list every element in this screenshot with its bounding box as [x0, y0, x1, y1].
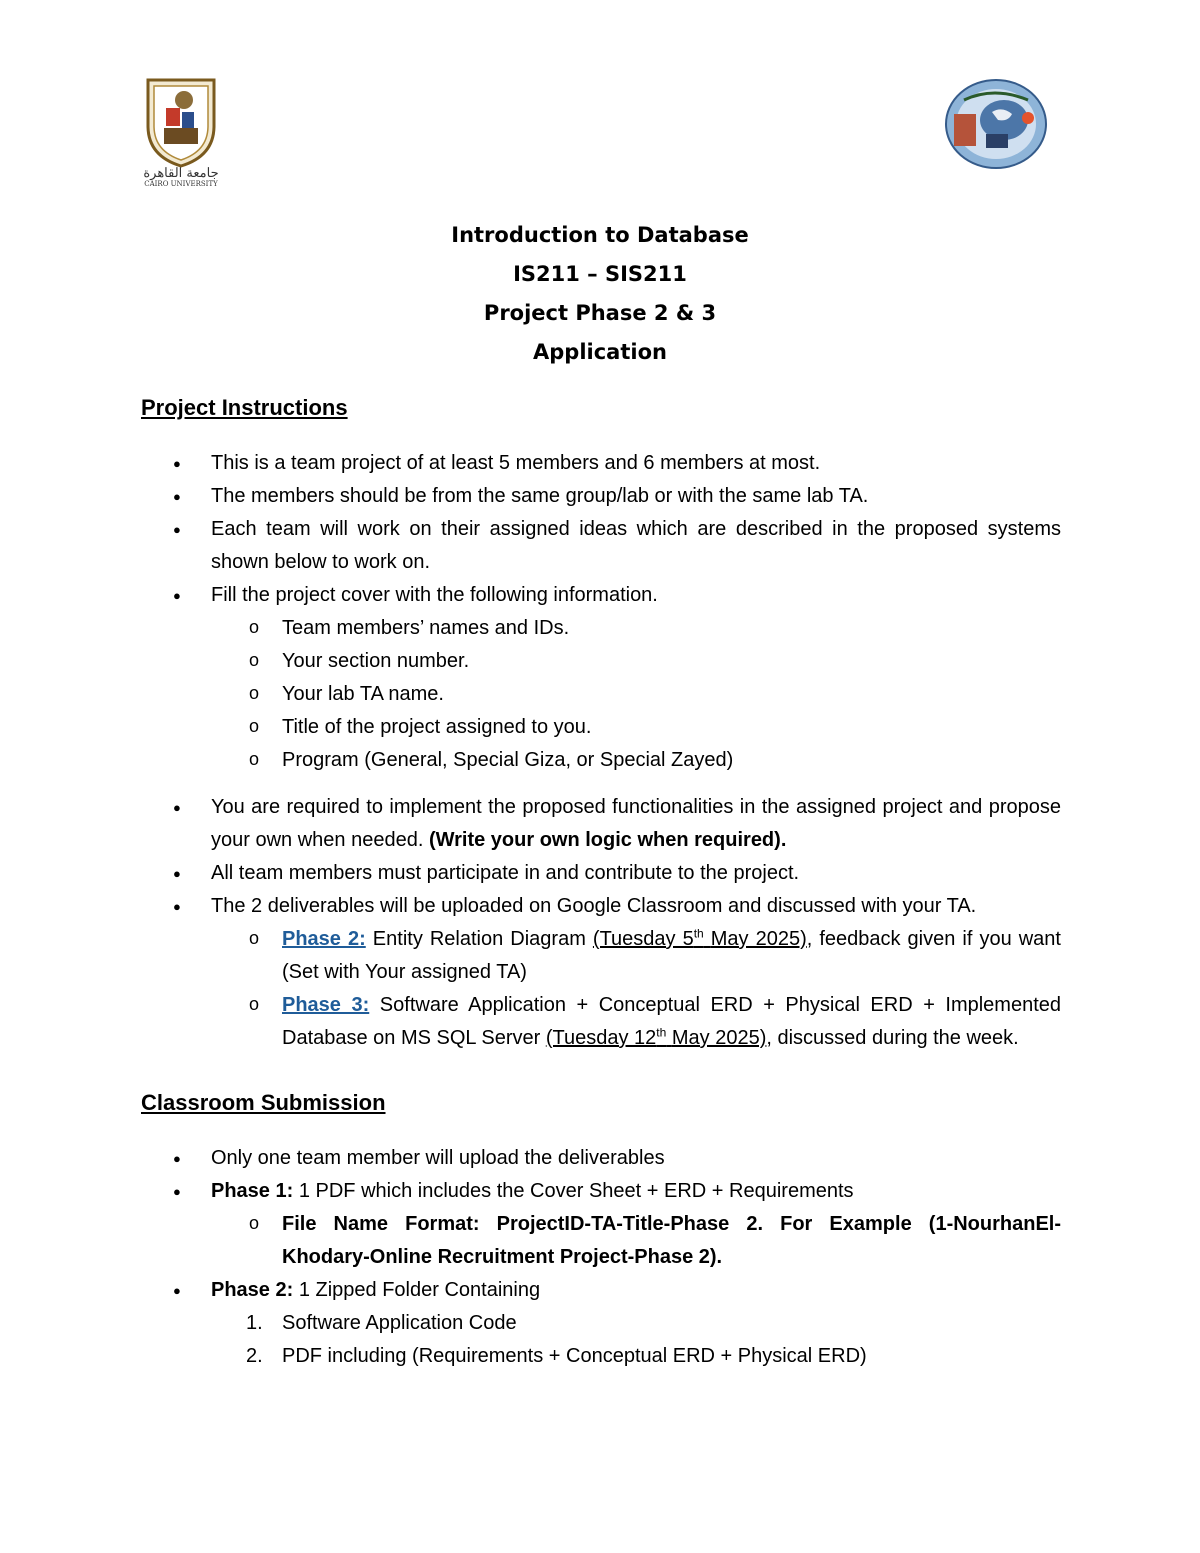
list-item	[141, 791, 1061, 857]
list-item: ● All team members must participate in and contribute to the project.	[141, 857, 1061, 890]
phase-3-text: Software Application + Conceptual ERD + Physical ERD + Implemented Database on MS SQL Server	[282, 994, 1062, 1049]
phases-list	[141, 923, 1061, 1055]
list-item: ● Only one team member will upload the deliverables	[141, 1142, 1061, 1175]
submission-heading: Classroom Submission	[141, 1090, 386, 1115]
submission-list	[141, 1142, 1061, 1208]
project-phase-title: Project Phase 2 & 3	[483, 301, 717, 325]
document-title-block	[0, 216, 1200, 372]
list-item: 2. PDF including (Requirements + Conceptual ERD + Physical ERD)	[246, 1345, 867, 1367]
crest-arabic-caption: جامعة القاهرة	[143, 166, 219, 181]
cairo-university-crest-icon	[136, 76, 226, 188]
phase-2-link[interactable]: Phase 2:	[282, 928, 366, 950]
faculty-seal-icon	[944, 78, 1048, 170]
phase-2-after: , feedback given if you want (Set with Your assigned TA)	[282, 928, 1061, 983]
list-item: o Your lab TA name.	[141, 678, 1061, 711]
instructions-heading: Project Instructions	[141, 395, 348, 420]
list-item: ● The members should be from the same group/lab or with the same lab TA.	[141, 480, 1061, 513]
list-item: ● Each team will work on their assigned ideas which are described in the proposed systems shown below to work on.	[141, 513, 1061, 579]
instructions-list	[141, 447, 1061, 612]
phase-2-item	[141, 923, 1061, 989]
phase-3-after: , discussed during the week.	[766, 1027, 1019, 1049]
document-body	[141, 388, 1061, 1373]
list-item: ● The 2 deliverables will be uploaded on Google Classroom and discussed with your TA.	[141, 890, 1061, 923]
phase-1-label: Phase 1:	[211, 1180, 294, 1202]
phase-3-date: (Tuesday 12th May 2025)	[545, 1025, 767, 1049]
course-title: Introduction to Database	[451, 223, 749, 247]
submission-list-2	[141, 1274, 1061, 1307]
phase-2-date: (Tuesday 5th May 2025)	[592, 926, 807, 950]
list-item	[141, 1175, 1061, 1208]
requirements-list	[141, 791, 1061, 923]
list-item: o Your section number.	[141, 645, 1061, 678]
list-item: ● This is a team project of at least 5 members and 6 members at most.	[141, 447, 1061, 480]
list-item: o Program (General, Special Giza, or Special Zayed)	[141, 744, 1061, 777]
phase-1-text: 1 PDF which includes the Cover Sheet + ERD + Requirements	[298, 1180, 854, 1202]
list-item: o Title of the project assigned to you.	[141, 711, 1061, 744]
project-subtitle: Application	[533, 340, 667, 364]
list-item: ● Fill the project cover with the following information.	[141, 579, 1061, 612]
phase-3-item	[141, 989, 1061, 1055]
phase-3-link[interactable]: Phase 3:	[282, 994, 370, 1016]
file-format-item: o File Name Format: ProjectID-TA-Title-Phase 2. For Example (1-NourhanEl-Khodary-Online Recruitment Project-Phase 2).	[141, 1208, 1061, 1274]
file-format-list	[141, 1208, 1061, 1274]
phase-2-label: Phase 2:	[211, 1279, 294, 1301]
phase-2-text: Entity Relation Diagram	[372, 928, 586, 950]
list-item: o Team members’ names and IDs.	[141, 612, 1061, 645]
folder-contents-list	[141, 1307, 1061, 1373]
crest-english-caption: CAIRO UNIVERSITY	[144, 180, 218, 188]
implement-bold-note: (Write your own logic when required).	[428, 829, 787, 851]
course-code: IS211 – SIS211	[513, 262, 687, 286]
implement-text: You are required to implement the proposed functionalities in the assigned project and propose your own when needed.	[211, 796, 1061, 851]
cover-info-list	[141, 612, 1061, 777]
list-item	[141, 1274, 1061, 1307]
list-item: 1. Software Application Code	[246, 1312, 517, 1334]
phase-2-folder-text: 1 Zipped Folder Containing	[298, 1279, 541, 1301]
